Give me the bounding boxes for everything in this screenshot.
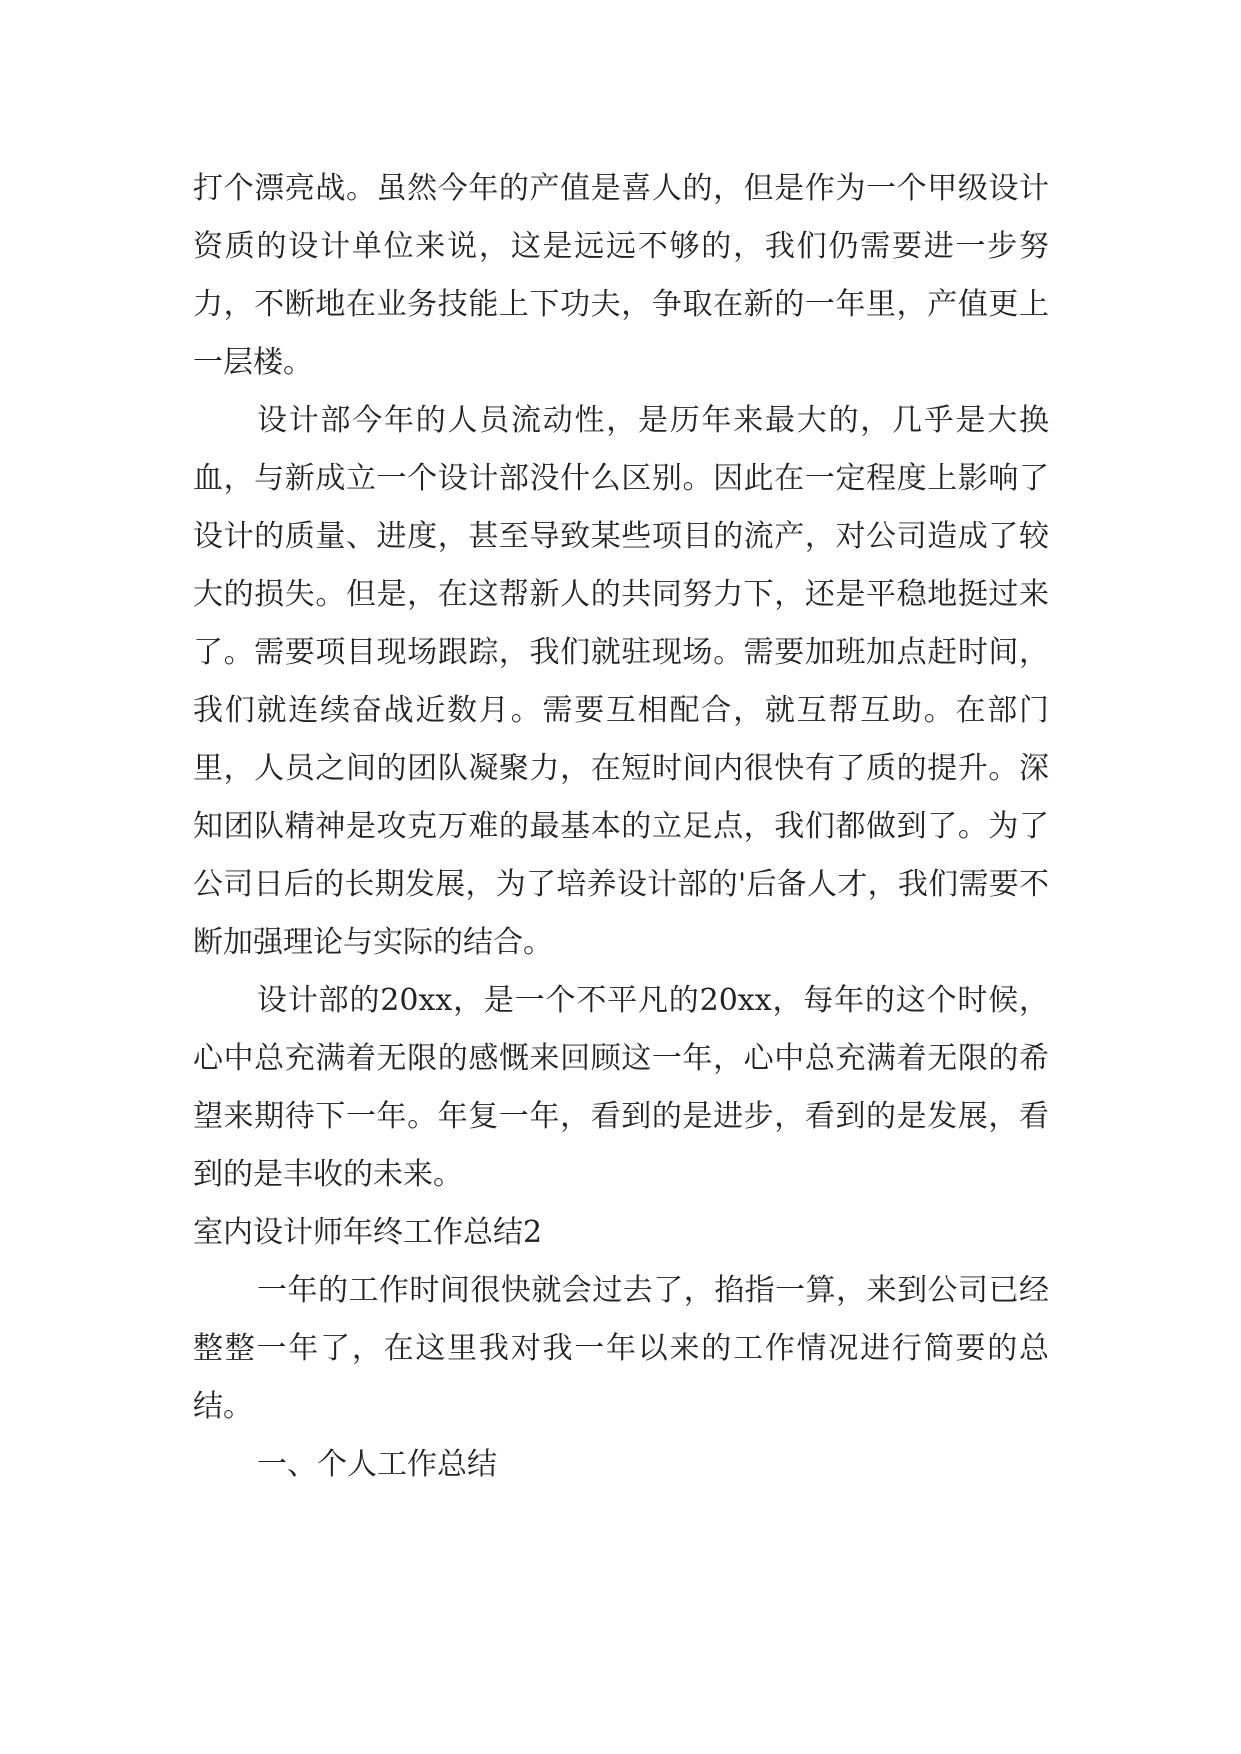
subheading-personal-summary: 一、个人工作总结 (257, 1447, 497, 1482)
paragraph-year-review: 设计部的20xx，是一个不平凡的20xx，每年的这个时候，心中总充满着无限的感慨来回顾这一年，心中总充满着无限的希望来期待下一年。年复一年，看到的是进步，看到的是发展，看到的是丰收的未来。 (193, 983, 1049, 1192)
paragraph-continued: 打个漂亮战。虽然今年的产值是喜人的，但是作为一个甲级设计资质的设计单位来说，这是远远不够的，我们仍需要进一步努力，不断地在业务技能上下功夫，争取在新的一年里，产值更上一层楼。 (193, 171, 1049, 380)
document-body (193, 160, 1049, 1494)
paragraph-staff-turnover: 设计部今年的人员流动性，是历年来最大的，几乎是大换血，与新成立一个设计部没什么区别。因此在一定程度上影响了设计的质量、进度，甚至导致某些项目的流产，对公司造成了较大的损失。但是，在这帮新人的共同努力下，还是平稳地挺过来了。需要项目现场跟踪，我们就驻现场。需要加班加点赶时间，我们就连续奋战近数月。需要互相配合，就互帮互助。在部门里，人员之间的团队凝聚力，在短时间内很快有了质的提升。深知团队精神是攻克万难的最基本的立足点，我们都做到了。为了公司日后的长期发展，为了培养设计部的'后备人才，我们需要不断加强理论与实际的结合。 (193, 403, 1049, 960)
section-title: 室内设计师年终工作总结2 (193, 1215, 543, 1250)
paragraph-intro: 一年的工作时间很快就会过去了，掐指一算，来到公司已经整整一年了，在这里我对我一年以来的工作情况进行简要的总结。 (193, 1273, 1049, 1424)
